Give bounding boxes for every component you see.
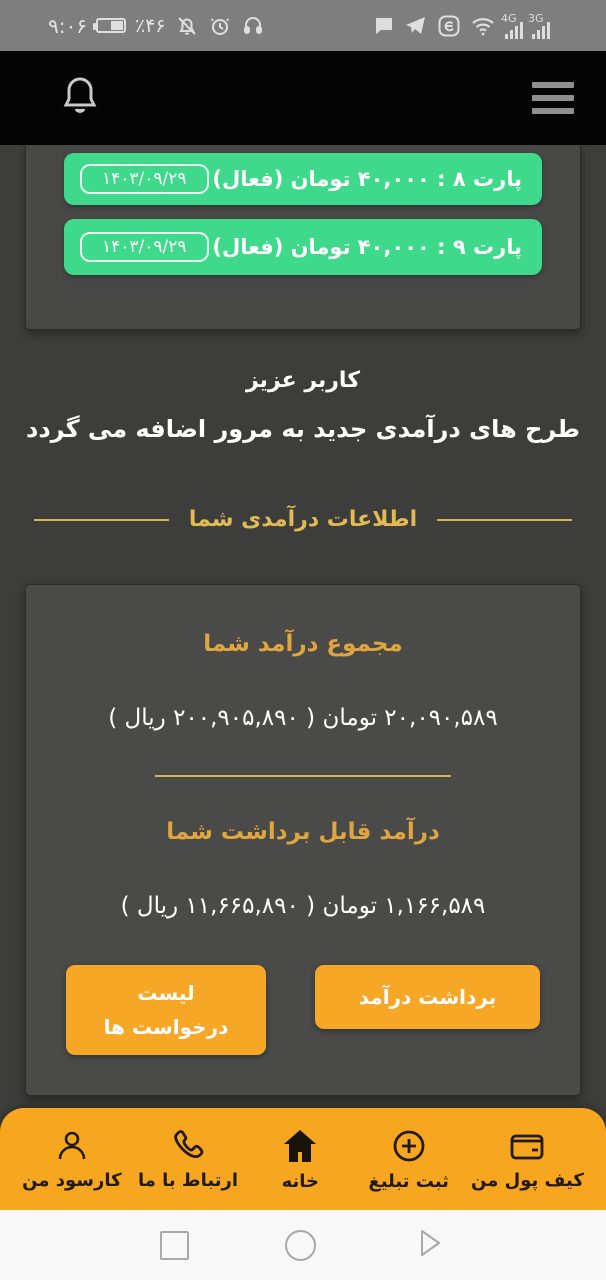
network-type-sim1: 4G xyxy=(501,12,517,25)
income-actions-row xyxy=(64,965,542,1055)
part-plan-date-badge: ۱۴۰۳/۰۹/۲۹ xyxy=(80,232,209,262)
chat-bubble-icon xyxy=(373,15,395,37)
withdrawable-income-value: ۱,۱۶۶,۵۸۹ تومان ( ۱۱,۶۶۵,۸۹۰ ریال ) xyxy=(120,893,486,919)
phone-icon xyxy=(170,1128,206,1164)
recents-button[interactable] xyxy=(160,1231,189,1260)
eitaa-icon xyxy=(437,14,461,38)
tab-label: کارسود من xyxy=(22,1169,122,1191)
tab-submit-ad[interactable] xyxy=(363,1127,455,1192)
headset-icon xyxy=(241,14,265,38)
back-button[interactable] xyxy=(412,1226,446,1264)
user-greeting-text: کاربر عزیز xyxy=(246,368,360,393)
telegram-icon xyxy=(404,14,428,38)
wallet-icon xyxy=(508,1128,546,1164)
signal-bars-sim2-icon xyxy=(528,12,550,39)
network-type-sim2: 3G xyxy=(528,12,544,25)
income-parts-panel xyxy=(25,145,581,330)
home-icon xyxy=(280,1127,320,1165)
tab-my-wallet[interactable] xyxy=(471,1128,584,1191)
signal-bars-sim1-icon xyxy=(501,12,523,39)
wifi-icon xyxy=(470,15,496,37)
total-income-label: مجموع درآمد شما xyxy=(203,631,403,657)
tab-contact-us[interactable] xyxy=(138,1128,238,1191)
clock-text: ۹:۰۶ xyxy=(48,13,87,38)
income-section-header xyxy=(0,507,606,532)
tab-label: ارتباط با ما xyxy=(137,1169,238,1191)
tab-my-karsood[interactable] xyxy=(22,1128,121,1191)
battery-percent: ٪۴۶ xyxy=(134,14,166,37)
withdrawable-income-label: درآمد قابل برداشت شما xyxy=(166,819,440,845)
user-icon xyxy=(54,1128,90,1164)
tab-home[interactable] xyxy=(254,1127,346,1192)
plus-circle-icon xyxy=(390,1127,428,1165)
battery-icon xyxy=(96,18,126,33)
status-right xyxy=(373,12,550,39)
title-rule-right xyxy=(437,519,572,521)
title-rule-left xyxy=(34,519,169,521)
home-button[interactable] xyxy=(285,1230,316,1261)
income-divider xyxy=(155,775,451,777)
plans-notice-text: طرح های درآمدی جدید به مرور اضافه می گردد xyxy=(26,415,580,443)
alarm-clock-icon xyxy=(208,14,232,38)
bottom-tab-bar xyxy=(0,1108,606,1210)
part-plan-label: پارت ۸ : ۴۰,۰۰۰ تومان (فعال) xyxy=(212,167,522,191)
withdraw-income-button[interactable]: برداشت درآمد xyxy=(315,965,540,1029)
part-plan-date-badge: ۱۴۰۳/۰۹/۲۹ xyxy=(80,164,209,194)
total-income-value: ۲۰,۰۹۰,۵۸۹ تومان ( ۲۰۰,۹۰۵,۸۹۰ ریال ) xyxy=(108,705,498,731)
income-section-title: اطلاعات درآمدی شما xyxy=(188,507,418,532)
part-plan-row[interactable] xyxy=(64,153,542,205)
income-summary-card xyxy=(25,584,581,1096)
part-plan-row[interactable] xyxy=(64,219,542,275)
notifications-muted-icon xyxy=(175,14,199,38)
notification-bell-icon[interactable] xyxy=(60,73,100,123)
tab-label: خانه xyxy=(281,1170,320,1192)
part-plan-label: پارت ۹ : ۴۰,۰۰۰ تومان (فعال) xyxy=(212,235,522,259)
tab-label: کیف پول من xyxy=(471,1169,584,1191)
tab-label: ثبت تبلیغ xyxy=(368,1170,449,1192)
android-navigation-bar xyxy=(0,1210,606,1280)
status-bar xyxy=(0,0,606,51)
menu-hamburger-icon[interactable] xyxy=(532,82,574,114)
app-header xyxy=(0,51,606,145)
requests-list-button[interactable]: لیست درخواست ها xyxy=(66,965,266,1055)
status-left xyxy=(48,14,265,38)
